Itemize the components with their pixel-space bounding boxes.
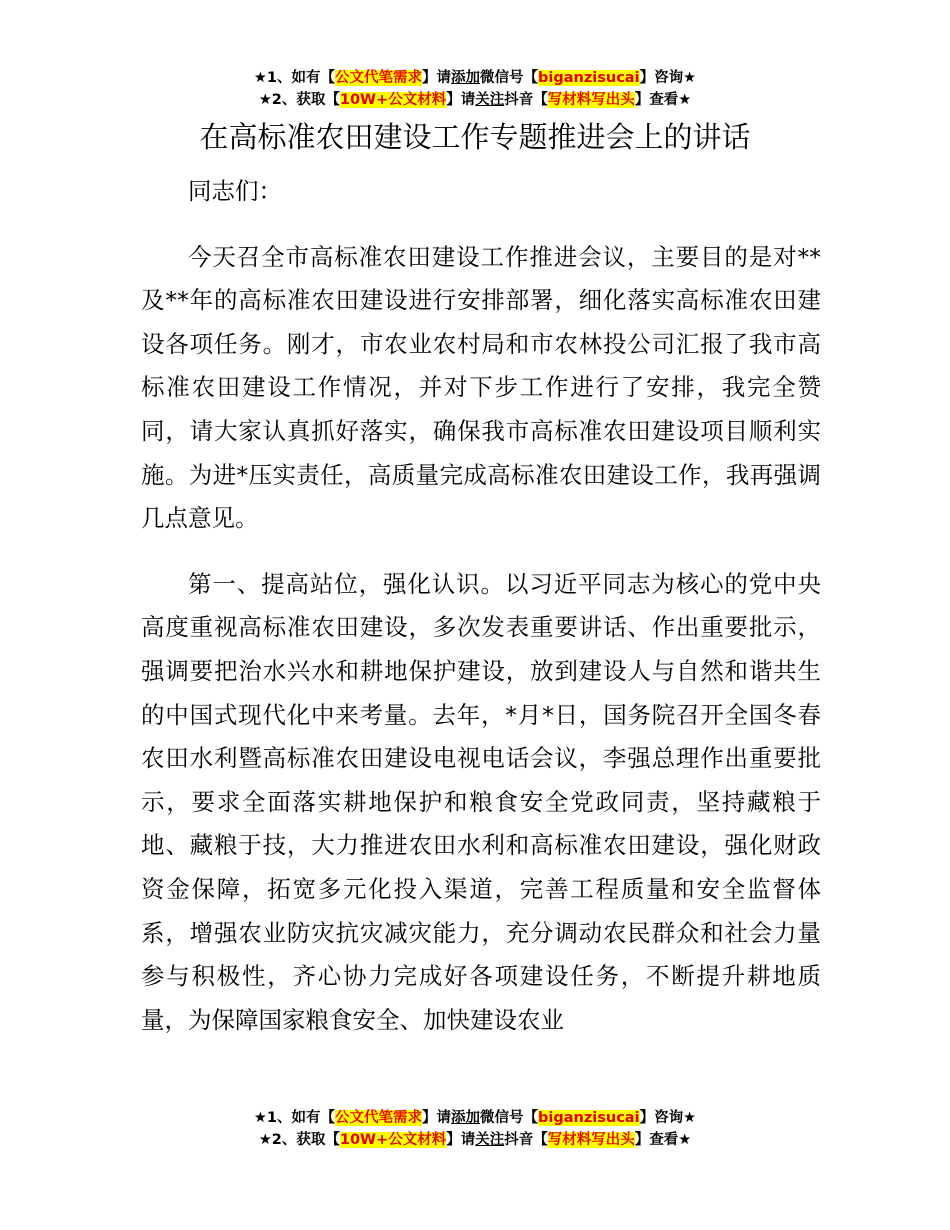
promo-line-1: ★1、如有【公文代笔需求】请添加微信号【biganzisucai】咨询★ <box>253 70 697 86</box>
promo-highlight: 10W+公文材料 <box>339 1132 447 1148</box>
document-title: 在高标准农田建设工作专题推进会上的讲话 <box>199 120 751 154</box>
body-paragraph-2: 第一、提高站位，强化认识。以习近平同志为核心的党中央高度重视高标准农田建设，多次发表重要讲话、作出重要批示，强调要把治水兴水和耕地保护建设，放到建设人与自然和谐共生的中国式现代化中来考量。去年，*月*日，国务院召开全国冬春农田水利暨高标准农田建设电视电话会议，李强总理作出重要批示，要求全面落实耕地保护和粮食安全党政同责，坚持藏粮于地、藏粮于技，大力推进农田水利和高标准农田建设，强化财政资金保障，拓宽多元化投入渠道，完善工程质量和安全监督体系，增强农业防灾抗灾减灾能力，充分调动农民群众和社会力量参与积极性，齐心协力完成好各项建设任务，不断提升耕地质量，为保障国家粮食安全、加快建设农业 <box>141 569 821 1034</box>
promo-highlight: 10W+公文材料 <box>339 92 447 108</box>
bottom-promo-banner <box>0 1107 950 1151</box>
promo-line-2: ★2、获取【10W+公文材料】请关注抖音【写材料写出头】查看★ <box>258 1132 692 1148</box>
promo-line-1: ★1、如有【公文代笔需求】请添加微信号【biganzisucai】咨询★ <box>253 1110 697 1126</box>
promo-douyin-id: 写材料写出头 <box>547 1132 635 1148</box>
promo-wechat-id: biganzisucai <box>538 1110 640 1126</box>
promo-highlight: 公文代笔需求 <box>335 1110 423 1126</box>
promo-douyin-id: 写材料写出头 <box>547 92 635 108</box>
document-body <box>141 170 821 1042</box>
body-paragraph-1: 今天召全市高标准农田建设工作推进会议，主要目的是对**及**年的高标准农田建设进行安排部署，细化落实高标准农田建设各项任务。刚才，市农业农村局和市农林投公司汇报了我市高标准农田建设工作情况，并对下步工作进行了安排，我完全赞同，请大家认真抓好落实，确保我市高标准农田建设项目顺利实施。为进*压实责任，高质量完成高标准农田建设工作，我再强调几点意见。 <box>141 242 821 533</box>
promo-line-2: ★2、获取【10W+公文材料】请关注抖音【写材料写出头】查看★ <box>258 92 692 108</box>
salutation: 同志们： <box>188 177 282 205</box>
top-promo-banner <box>0 67 950 111</box>
promo-wechat-id: biganzisucai <box>538 70 640 86</box>
promo-highlight: 公文代笔需求 <box>335 70 423 86</box>
